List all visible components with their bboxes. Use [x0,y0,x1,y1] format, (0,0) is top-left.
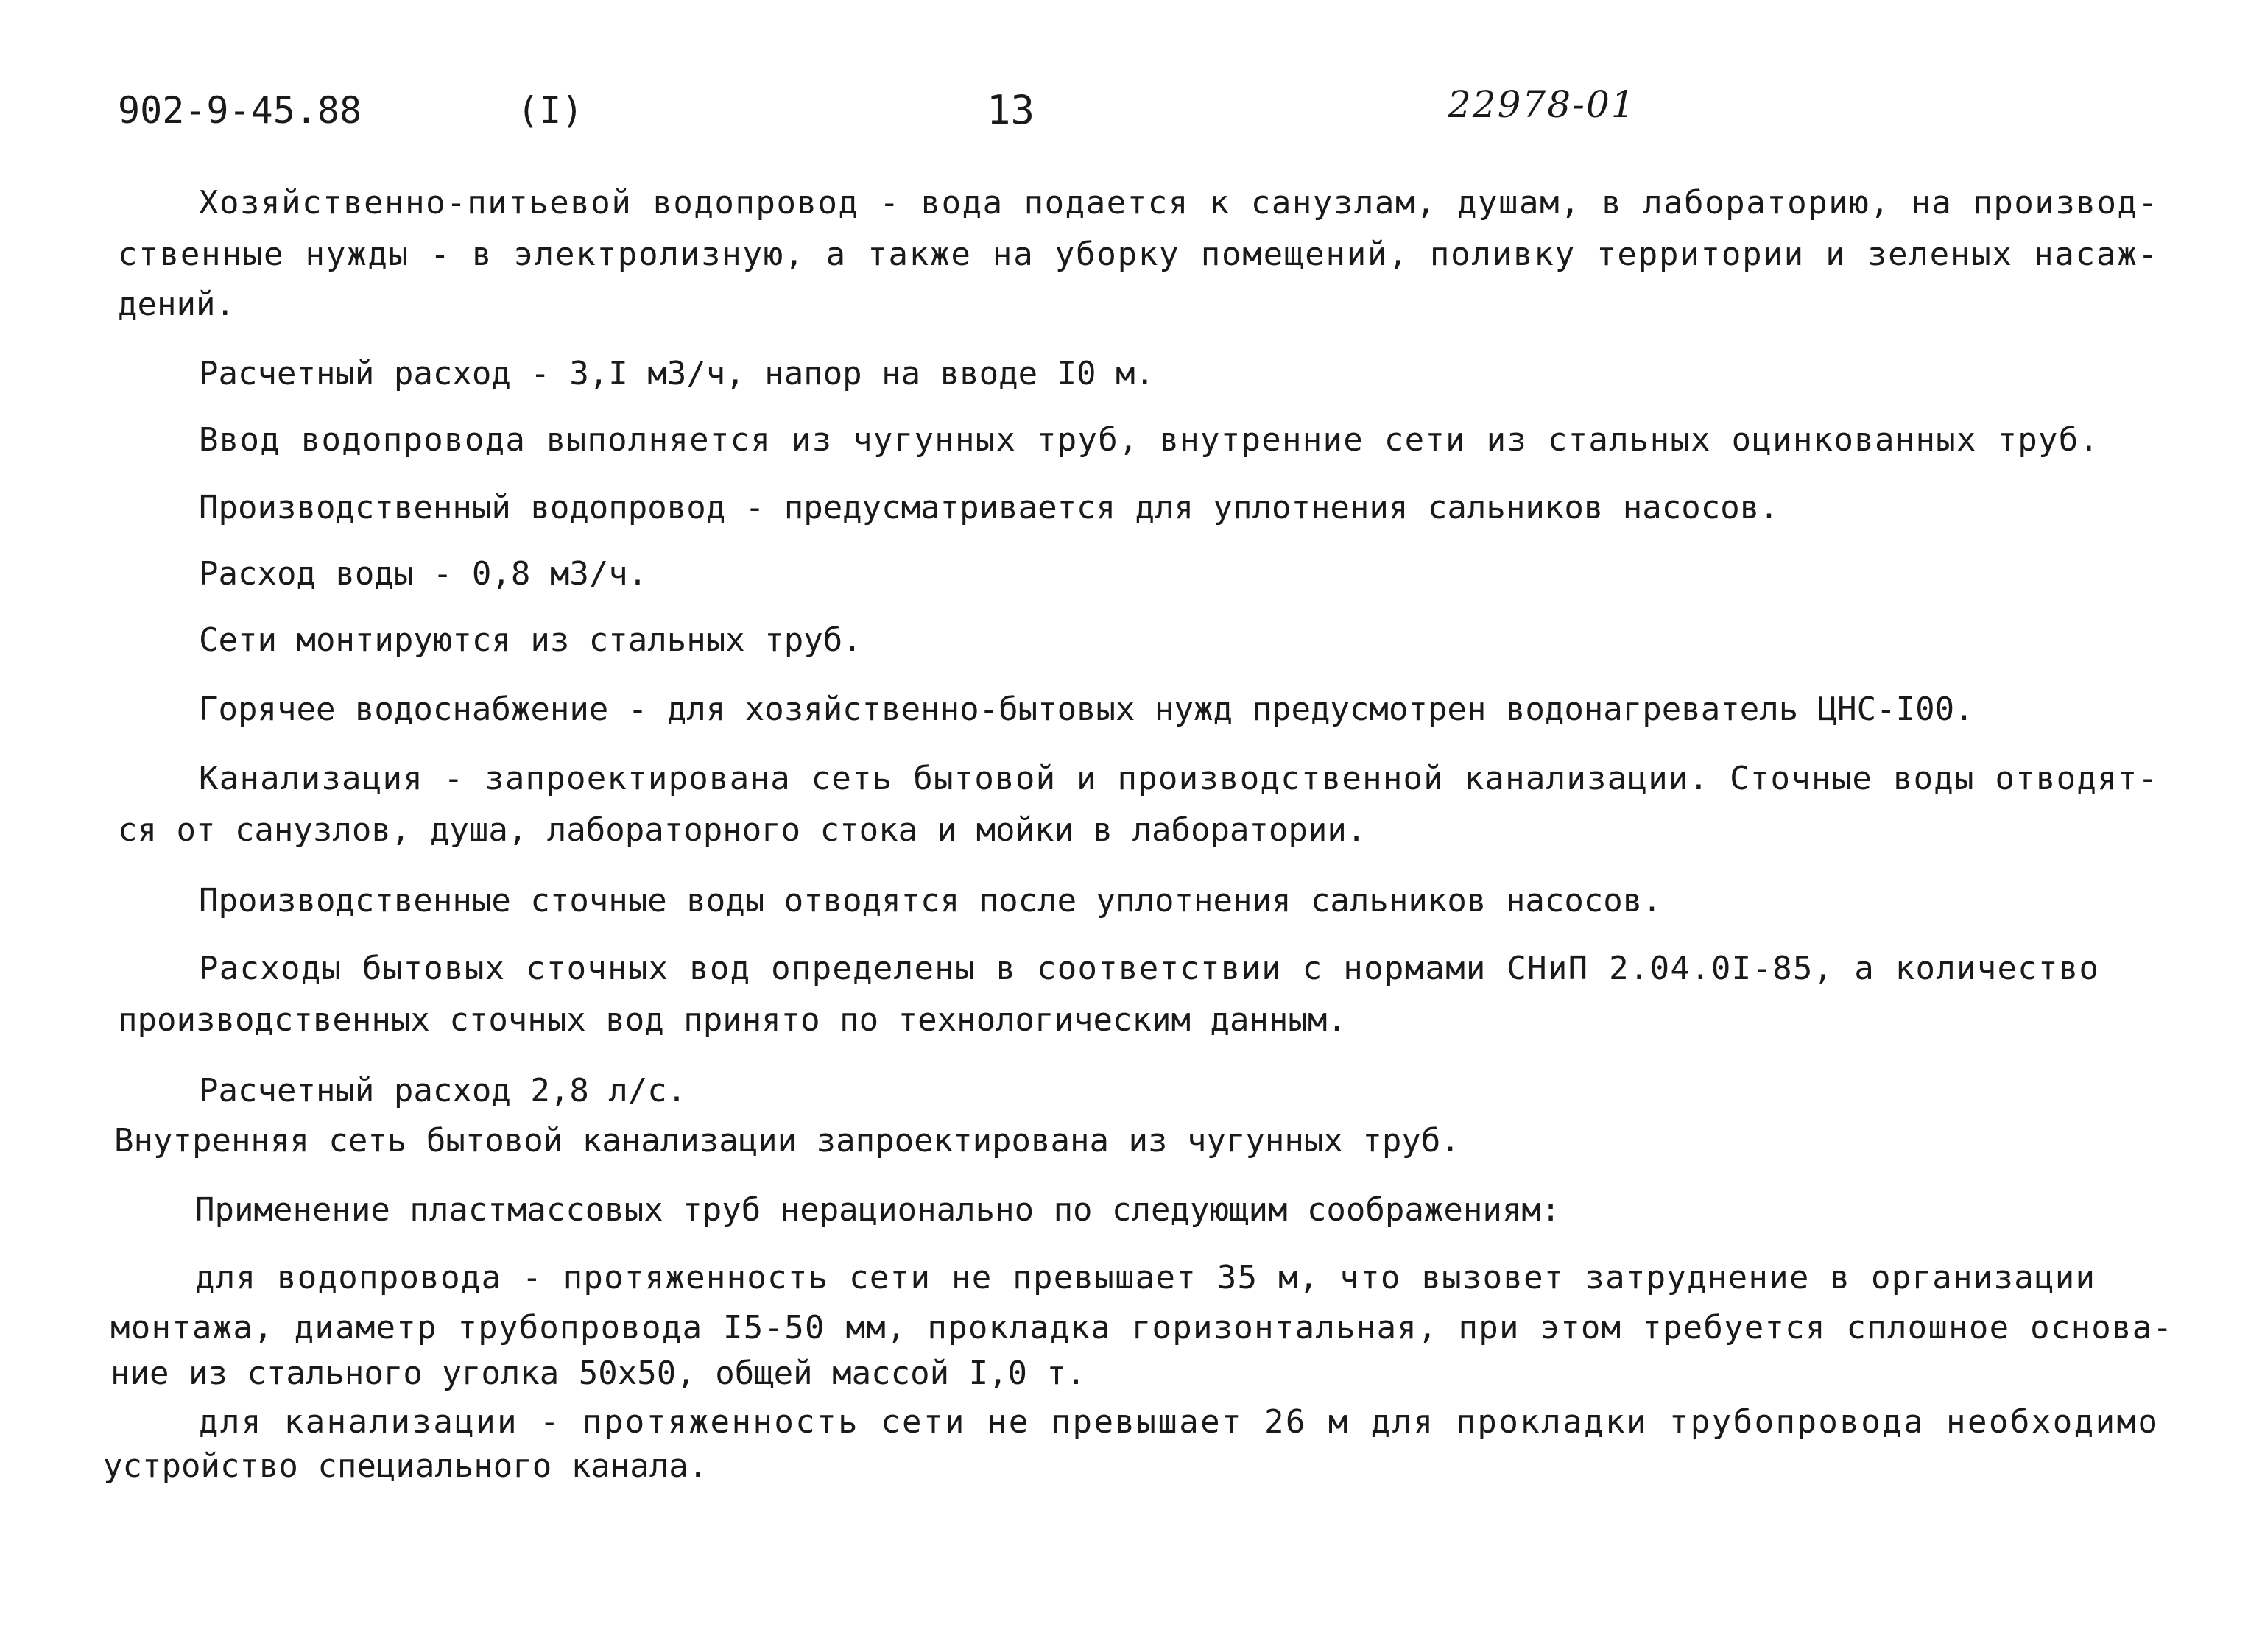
text-line: Канализация - запроектирована сеть бытовой и производственной канализации. Сточные воды отводят- [199,760,2159,797]
inventory-number: 22978-01 [1448,83,1636,126]
text-line: Горячее водоснабжение - для хозяйственно-бытовых нужд предусмотрен водонагреватель ЦНС-I00. [199,691,1974,728]
text-line: Производственный водопровод - предусматривается для уплотнения сальников насосов. [199,489,1779,526]
text-line: ственные нужды - в электролизную, а также на уборку помещений, поливку территории и зеленых насаж- [118,236,2159,273]
text-line: Расходы бытовых сточных вод определены в соответствии с нормами СНиП 2.04.0I-85, а количество [199,950,2100,987]
text-line: Расход воды - 0,8 м3/ч. [199,555,648,593]
page-number: 13 [987,87,1035,133]
text-line: Расчетный расход - 3,I м3/ч, напор на вводе I0 м. [199,355,1155,392]
text-line: монтажа, диаметр трубопровода I5-50 мм, прокладка горизонтальная, при этом требуется сплошное основа- [110,1309,2174,1346]
text-line: Применение пластмассовых труб нерационально по следующим соображениям: [195,1191,1561,1229]
text-line: Расчетный расход 2,8 л/с. [199,1072,687,1109]
text-line: для канализации - протяженность сети не превышает 26 м для прокладки трубопровода необходимо [199,1403,2160,1441]
text-line: Ввод водопровода выполняется из чугунных труб, внутренние сети из стальных оцинкованных труб. [199,421,2100,459]
text-line: ся от санузлов, душа, лабораторного стока и мойки в лаборатории. [118,811,1367,849]
part-number: (I) [517,89,584,132]
text-line: устройство специального канала. [103,1447,708,1485]
text-line: Производственные сточные воды отводятся после уплотнения сальников насосов. [199,882,1662,919]
text-line: Сети монтируются из стальных труб. [199,621,862,659]
text-line: производственных сточных вод принято по технологическим данным. [118,1001,1347,1039]
document-code: 902-9-45.88 [118,89,362,132]
text-line: Хозяйственно-питьевой водопровод - вода подается к санузлам, душам, в лабораторию, на производ- [199,184,2159,222]
text-line: для водопровода - протяженность сети не превышает 35 м, что вызовет затруднение в организации [195,1259,2096,1296]
text-line: ние из стального уголка 50х50, общей массой I,0 т. [110,1355,1086,1392]
text-line: дений. [118,286,235,323]
text-line: Внутренняя сеть бытовой канализации запроектирована из чугунных труб. [114,1122,1460,1159]
